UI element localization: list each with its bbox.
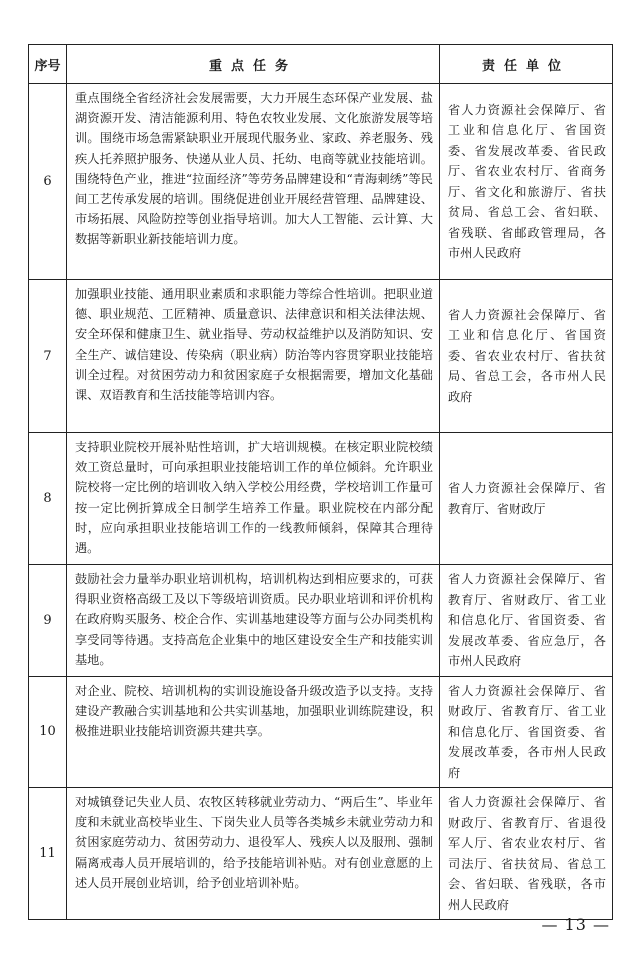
row-unit: 省人力资源社会保障厅、省教育厅、省财政厅 (440, 433, 613, 565)
table-row (29, 676, 613, 788)
row-unit: 省人力资源社会保障厅、省财政厅、省教育厅、省退役军人厅、省农业农村厅、省司法厅、省扶贫局、省总工会、省妇联、省残联，各市州人民政府 (440, 788, 613, 920)
header-responsible-unit: 责任单位 (440, 45, 613, 84)
row-unit: 省人力资源社会保障厅、省工业和信息化厅、省国资委、省农业农村厅、省扶贫局、省总工会，各市州人民政府 (440, 280, 613, 433)
row-unit: 省人力资源社会保障厅、省财政厅、省教育厅、省工业和信息化厅、省国资委、省发展改革委，各市州人民政府 (440, 676, 613, 788)
row-task: 鼓励社会力量举办职业培训机构，培训机构达到相应要求的，可获得职业资格高级工及以下等级培训资质。民办职业培训和评价机构在政府购买服务、校企合作、实训基地建设等方面与公办同类机构享受同等待遇。支持高危企业集中的地区建设安全生产和技能实训基地。 (67, 565, 440, 677)
row-number: 7 (29, 280, 67, 433)
row-task: 加强职业技能、通用职业素质和求职能力等综合性培训。把职业道德、职业规范、工匠精神、质量意识、法律意识和相关法律法规、安全环保和健康卫生、就业指导、劳动权益维护以及消防知识、安全生产、诚信建设、传染病（职业病）防治等内容贯穿职业技能培训全过程。对贫困劳动力和贫困家庭子女根据需要，增加文化基础课、双语教育和生活技能等培训内容。 (67, 280, 440, 433)
row-task: 重点围绕全省经济社会发展需要，大力开展生态环保产业发展、盐湖资源开发、清洁能源利用、特色农牧业发展、文化旅游发展等培训。围绕市场急需紧缺职业开展现代服务业、家政、养老服务、残疾人托养照护服务、快递从业人员、托幼、电商等就业技能培训。围绕特色产业，推进“拉面经济”等劳务品牌建设和“青海刺绣”等民间工艺传承发展的培训。围绕促进创业开展经营管理、品牌建设、市场拓展、风险防控等创业指导培训。加大人工智能、云计算、大数据等新职业新技能培训力度。 (67, 84, 440, 280)
header-key-task: 重点任务 (67, 45, 440, 84)
table-row (29, 84, 613, 280)
row-task: 对企业、院校、培训机构的实训设施设备升级改造予以支持。支持建设产教融合实训基地和公共实训基地，加强职业训练院建设，积极推进职业技能培训资源共建共享。 (67, 676, 440, 788)
table-row (29, 565, 613, 677)
task-table (28, 44, 613, 920)
row-number: 11 (29, 788, 67, 920)
row-number: 6 (29, 84, 67, 280)
row-unit: 省人力资源社会保障厅、省工业和信息化厅、省国资委、省发展改革委、省民政厅、省农业农村厅、省商务厅、省文化和旅游厅、省扶贫局、省总工会、省妇联、省残联、省邮政管理局，各市州人民政府 (440, 84, 613, 280)
table-row (29, 280, 613, 433)
table-row (29, 433, 613, 565)
header-serial-number: 序号 (29, 45, 67, 84)
row-number: 10 (29, 676, 67, 788)
table-row (29, 788, 613, 920)
row-number: 9 (29, 565, 67, 677)
page-number: — 13 — (541, 915, 610, 934)
row-task: 对城镇登记失业人员、农牧区转移就业劳动力、“两后生”、毕业年度和未就业高校毕业生、下岗失业人员等各类城乡未就业劳动力和贫困家庭劳动力、贫困劳动力、退役军人、残疾人以及服刑、强制隔离戒毒人员开展培训的，给予技能培训补贴。对有创业意愿的上述人员开展创业培训，给予创业培训补贴。 (67, 788, 440, 920)
row-number: 8 (29, 433, 67, 565)
row-unit: 省人力资源社会保障厅、省教育厅、省财政厅、省工业和信息化厅、省国资委、省发展改革委、省应急厅，各市州人民政府 (440, 565, 613, 677)
row-task: 支持职业院校开展补贴性培训，扩大培训规模。在核定职业院校绩效工资总量时，可向承担职业技能培训工作的单位倾斜。允许职业院校将一定比例的培训收入纳入学校公用经费，学校培训工作量可按一定比例折算成全日制学生培养工作量。职业院校在内部分配时，应向承担职业技能培训工作的一线教师倾斜，保障其合理待遇。 (67, 433, 440, 565)
table-header-row (29, 45, 613, 84)
